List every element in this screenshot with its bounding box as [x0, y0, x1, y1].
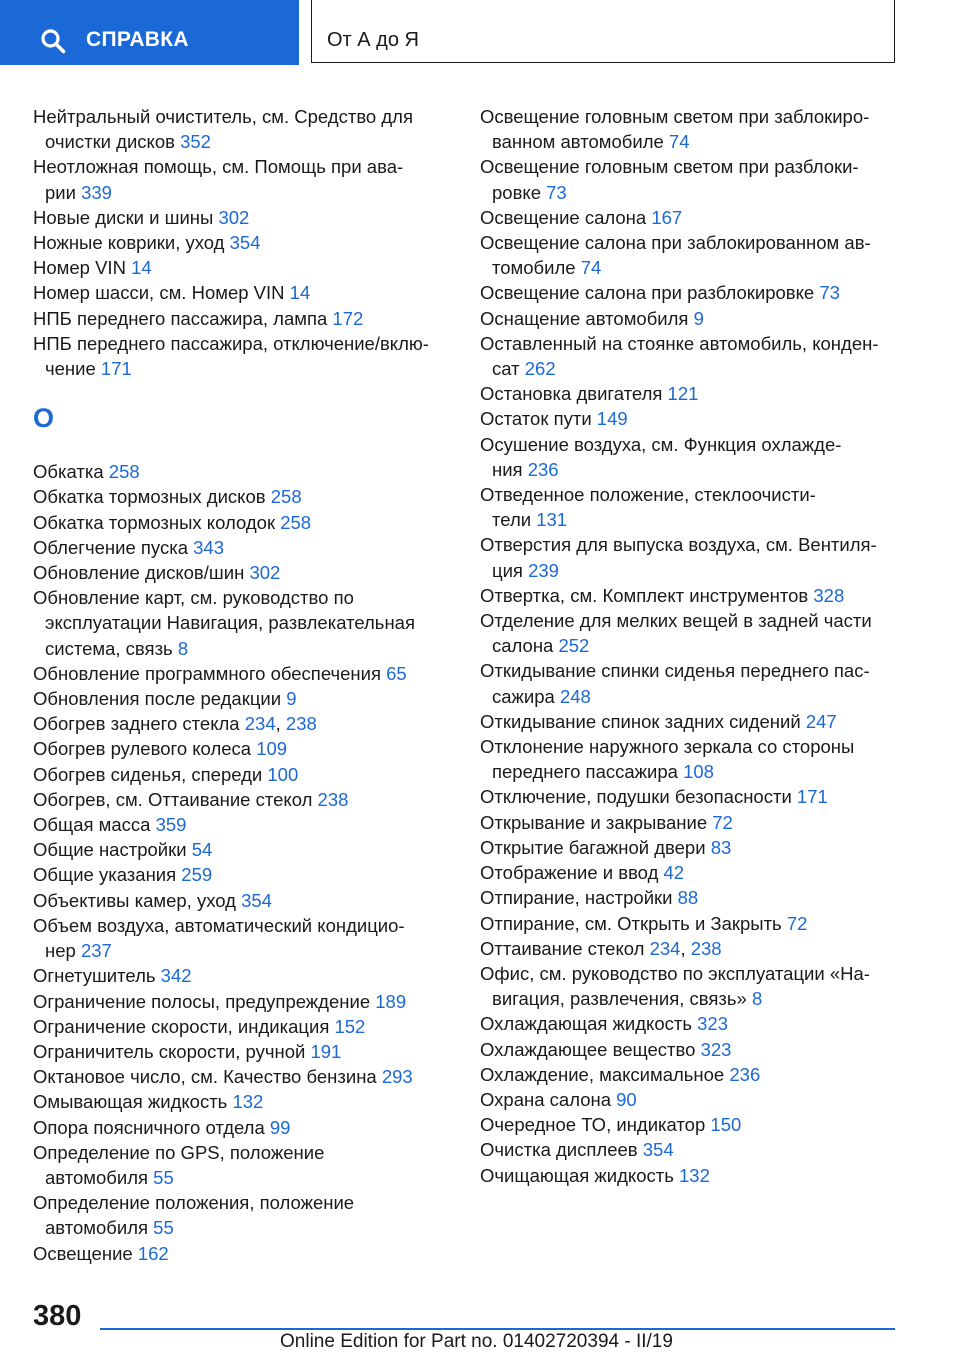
entry-text: Освещение салона при разблокировке: [480, 282, 815, 304]
entry-text: Открытие багажной двери: [480, 836, 706, 858]
index-entry: [480, 608, 910, 658]
entry-text: Общие указания: [33, 864, 177, 886]
entry-text: Облегчение пуска: [33, 536, 188, 558]
index-entry: [480, 583, 910, 608]
entry-text: Огнетушитель: [33, 965, 156, 987]
index-entry: [33, 812, 453, 837]
entry-text: Ограничение полосы, предупреждение: [33, 990, 371, 1012]
index-entry: [33, 230, 453, 255]
page-link[interactable]: 14: [131, 257, 152, 279]
index-list-right: [480, 104, 910, 1188]
index-entry: [33, 989, 453, 1014]
page-link[interactable]: 149: [596, 408, 628, 430]
index-entry: [33, 255, 453, 280]
entry-text: Обкатка: [33, 461, 104, 483]
entry-text: ровке: [492, 181, 541, 203]
entry-text: Охлаждающее вещество: [480, 1038, 696, 1060]
entry-text: Отпирание, см. Открыть и Закрыть: [480, 912, 782, 934]
entry-text: Общая масса: [33, 814, 151, 836]
index-entry: [33, 205, 453, 230]
index-entry: [33, 762, 453, 787]
index-entry: [480, 911, 910, 936]
entry-text: Неотложная помощь, см. Помощь при ава-: [33, 156, 404, 178]
page-link[interactable]: 9: [286, 688, 297, 710]
entry-text: Обогрев, см. Оттаивание стекол: [33, 788, 313, 810]
index-entry: [33, 280, 453, 305]
entry-text: томобиле: [492, 257, 576, 279]
page-link[interactable]: 55: [153, 1166, 174, 1188]
index-entry: [33, 459, 453, 484]
page-link[interactable]: 189: [375, 990, 407, 1012]
page-link[interactable]: 72: [712, 811, 733, 833]
page-link[interactable]: 14: [289, 282, 311, 304]
entry-text: Отключение, подушки безопасности: [480, 786, 792, 808]
entry-text: Очищающая жидкость: [480, 1164, 674, 1186]
index-entry: [33, 306, 453, 331]
index-entry: [480, 432, 910, 482]
entry-text: Охлаждающая жидкость: [480, 1013, 692, 1035]
index-entry: [480, 810, 910, 835]
page-link[interactable]: 109: [256, 738, 288, 760]
footer-divider: [100, 1328, 895, 1330]
index-entry: [33, 535, 453, 560]
entry-text: вигация, развлечения, связь»: [492, 988, 747, 1010]
page-link[interactable]: 238: [317, 788, 349, 810]
header-subtitle-box: [311, 0, 895, 63]
entry-text: Ограничитель скорости, ручной: [33, 1040, 306, 1062]
index-entry: [480, 658, 910, 708]
index-entry: [33, 837, 453, 862]
index-entry: [33, 787, 453, 812]
entry-text: Освещение салона при заблокированном ав-: [480, 232, 871, 254]
page-number: 380: [33, 1300, 82, 1332]
entry-text: Отверстия для выпуска воздуха, см. Вентиля-: [480, 534, 877, 556]
entry-text: нер: [45, 940, 76, 962]
page-link[interactable]: 354: [642, 1139, 674, 1161]
entry-text: Остановка двигателя: [480, 383, 663, 405]
index-entry: [33, 154, 453, 204]
entry-text: Очередное ТО, индикатор: [480, 1114, 706, 1136]
index-entry: [33, 963, 453, 988]
index-entry: [33, 1241, 453, 1266]
index-entry: [480, 1137, 910, 1162]
entry-text: Оснащение автомобиля: [480, 307, 689, 329]
index-entry: [480, 482, 910, 532]
entry-text: Освещение головным светом при заблокиро-: [480, 106, 870, 127]
entry-text: переднего пассажира: [492, 761, 678, 783]
page-link[interactable]: 54: [191, 839, 213, 861]
entry-text: сат: [492, 358, 520, 380]
page-link[interactable]: 354: [241, 889, 272, 911]
entry-text: автомобиля: [45, 1217, 149, 1239]
entry-text: Общие настройки: [33, 839, 187, 861]
page-link[interactable]: 99: [269, 1116, 291, 1138]
entry-text: Освещение салона: [480, 206, 647, 228]
index-entry: [33, 913, 453, 963]
entry-text: эксплуатации Навигация, развлекательная: [45, 612, 415, 634]
page-link[interactable]: 191: [310, 1040, 342, 1062]
entry-text: тели: [492, 509, 532, 531]
entry-text: Отпирание, настройки: [480, 887, 673, 909]
entry-text: Определение по GPS, положение: [33, 1141, 325, 1163]
page-subtitle: От А до Я: [327, 29, 419, 51]
page-link[interactable]: 83: [710, 836, 732, 858]
index-entry: [480, 381, 910, 406]
entry-text: Обкатка тормозных колодок: [33, 511, 276, 533]
page-link[interactable]: 8: [177, 637, 189, 659]
index-entry: [33, 888, 453, 913]
page-link[interactable]: 262: [524, 358, 556, 380]
entry-text: Осушение воздуха, см. Функция охлажде-: [480, 433, 842, 455]
page-link[interactable]: 74: [580, 257, 602, 279]
entry-text: Охлаждение, максимальное: [480, 1063, 725, 1085]
page-link[interactable]: 323: [697, 1013, 728, 1035]
page-link[interactable]: 167: [651, 206, 683, 228]
page-link[interactable]: 132: [232, 1091, 264, 1113]
entry-text: Остаток пути: [480, 408, 592, 430]
entry-text: Открывание и закрывание: [480, 811, 708, 833]
entry-text: Обкатка тормозных дисков: [33, 486, 266, 508]
entry-text: ция: [492, 559, 523, 581]
page-link[interactable]: 65: [386, 662, 407, 684]
index-entry: [33, 1115, 453, 1140]
page-link[interactable]: 247: [805, 710, 837, 732]
section-letter: О: [33, 403, 55, 434]
page-link[interactable]: 302: [249, 562, 281, 584]
entry-text: Охрана салона: [480, 1088, 611, 1110]
index-entry: [480, 406, 910, 431]
index-entry: [33, 331, 453, 381]
page-link[interactable]: 302: [218, 206, 250, 228]
page-link[interactable]: 132: [679, 1164, 710, 1186]
entry-text: Оставленный на стоянке автомобиль, конден-: [480, 332, 879, 354]
entry-text: Откидывание спинок задних сидений: [480, 710, 801, 732]
entry-text: Офис, см. руководство по эксплуатации «На-: [480, 962, 870, 984]
index-entry: [480, 1087, 910, 1112]
page-link[interactable]: 9: [693, 307, 704, 329]
entry-text: Ограничение скорости, индикация: [33, 1015, 330, 1037]
footer-edition-text: Online Edition for Part no. 01402720394 - II/19: [280, 1331, 673, 1352]
entry-text: очистки дисков: [45, 131, 175, 153]
page-link[interactable]: 150: [710, 1114, 742, 1136]
entry-text: ванном автомобиле: [492, 131, 664, 153]
entry-text: Обогрев рулевого колеса: [33, 738, 252, 760]
index-entry: [480, 1163, 910, 1188]
index-entry: [33, 560, 453, 585]
entry-text: НПБ переднего пассажира, отключение/вклю-: [33, 332, 429, 354]
page-link[interactable]: 359: [155, 814, 187, 836]
page-link[interactable]: 171: [100, 358, 132, 380]
index-entry: Обогрев заднего стекла 234, 238: [33, 713, 317, 735]
page-link[interactable]: 258: [108, 461, 140, 483]
entry-text: Объективы камер, уход: [33, 889, 236, 911]
search-icon: [40, 28, 66, 54]
page-link[interactable]: 238: [690, 937, 722, 959]
entry-text: Отображение и ввод: [480, 862, 659, 884]
page-link[interactable]: 236: [527, 458, 559, 480]
page-link[interactable]: 73: [819, 282, 840, 304]
entry-text: чение: [45, 358, 96, 380]
entry-text: Откидывание спинки сиденья переднего пас-: [480, 660, 870, 682]
index-entry: [480, 532, 910, 582]
header-section-tab[interactable]: [0, 0, 299, 65]
page-link[interactable]: 88: [677, 887, 699, 909]
page-link[interactable]: 343: [193, 536, 225, 558]
index-entry: [480, 230, 910, 280]
page-link[interactable]: 74: [668, 131, 690, 153]
entry-text: Очистка дисплеев: [480, 1139, 638, 1161]
index-entry: [33, 1039, 453, 1064]
entry-text: ния: [492, 458, 523, 480]
entry-text: Отделение для мелких вещей в задней части: [480, 610, 872, 632]
index-entry: [480, 1112, 910, 1137]
page-link[interactable]: 171: [796, 786, 828, 808]
index-entry: [33, 686, 453, 711]
index-entry: [33, 862, 453, 887]
index-entry: [33, 585, 453, 661]
index-entry: [480, 306, 910, 331]
entry-text: система, связь: [45, 637, 173, 659]
index-entry: [33, 736, 453, 761]
index-entry: [480, 331, 910, 381]
page-link[interactable]: 55: [153, 1217, 174, 1239]
entry-text: Освещение головным светом при разблоки-: [480, 156, 859, 178]
index-entry: [480, 280, 910, 305]
entry-text: Обогрев заднего стекла: [33, 713, 240, 735]
index-entry: [33, 661, 453, 686]
entry-text: рии: [45, 181, 76, 203]
page-link[interactable]: 234: [244, 713, 276, 735]
index-entry: [480, 1037, 910, 1062]
index-column-left: [33, 104, 453, 1266]
page-link[interactable]: 237: [80, 940, 112, 962]
entry-text: Обновления после редакции: [33, 688, 282, 710]
entry-text: Ножные коврики, уход: [33, 232, 225, 254]
index-entry: [33, 510, 453, 535]
entry-text: Новые диски и шины: [33, 206, 214, 228]
entry-text: Обновление дисков/шин: [33, 562, 245, 584]
page-link[interactable]: 108: [683, 761, 714, 783]
page-link[interactable]: 259: [181, 864, 213, 886]
index-list-after: [33, 459, 453, 1266]
section-label: СПРАВКА: [86, 28, 189, 51]
index-entry: [480, 784, 910, 809]
entry-text: Объем воздуха, автоматический кондицио-: [33, 914, 405, 936]
entry-text: Омывающая жидкость: [33, 1091, 228, 1113]
page-link[interactable]: 293: [381, 1066, 413, 1088]
page-link[interactable]: 342: [160, 965, 192, 987]
page-link[interactable]: 258: [280, 511, 312, 533]
index-entry: [480, 709, 910, 734]
entry-text: Отвертка, см. Комплект инструментов: [480, 584, 809, 606]
page-link[interactable]: 252: [558, 635, 590, 657]
entry-text: Октановое число, см. Качество бензина: [33, 1066, 377, 1088]
index-entry: [480, 1011, 910, 1036]
entry-text: Обновление программного обеспечения: [33, 662, 381, 684]
page-link[interactable]: 239: [528, 559, 559, 581]
page-link[interactable]: 352: [180, 131, 211, 153]
entry-text: Номер шасси, см. Номер VIN: [33, 282, 285, 304]
page-link[interactable]: 42: [663, 862, 685, 884]
index-entry: [33, 1014, 453, 1039]
index-column-right: [480, 104, 910, 1188]
index-entry: [480, 860, 910, 885]
entry-text: сажира: [492, 685, 555, 707]
index-entry: [480, 885, 910, 910]
page-link[interactable]: 323: [700, 1038, 732, 1060]
entry-text: Отклонение наружного зеркала со стороны: [480, 736, 855, 758]
page-link[interactable]: 354: [229, 232, 261, 254]
page-link[interactable]: 328: [813, 584, 845, 606]
page-link[interactable]: 72: [786, 912, 808, 934]
index-entry: Оттаивание стекол 234, 238: [480, 937, 722, 959]
entry-text: Нейтральный очиститель, см. Средство для: [33, 106, 413, 127]
index-entry: [33, 104, 453, 154]
index-entry: [480, 104, 910, 154]
page-link[interactable]: 172: [332, 307, 364, 329]
index-entry: [480, 205, 910, 230]
page-link[interactable]: 236: [729, 1063, 761, 1085]
page-link[interactable]: 100: [267, 763, 299, 785]
index-entry: [33, 1140, 453, 1190]
page-link[interactable]: 131: [536, 509, 568, 531]
entry-text: Оттаивание стекол: [480, 937, 645, 959]
index-entry: [480, 835, 910, 860]
page-link[interactable]: 90: [616, 1088, 637, 1110]
page-link[interactable]: 339: [81, 181, 112, 203]
index-list-before: [33, 104, 453, 381]
index-entry: [480, 734, 910, 784]
page-link[interactable]: 258: [270, 486, 302, 508]
page-link[interactable]: 248: [559, 685, 591, 707]
page-link[interactable]: 73: [546, 181, 567, 203]
index-entry: [33, 1089, 453, 1114]
entry-text: Отведенное положение, стеклоочисти-: [480, 484, 816, 506]
entry-text: Определение положения, положение: [33, 1192, 355, 1214]
index-entry: [480, 1062, 910, 1087]
index-entry: [480, 154, 910, 204]
index-entry: [33, 484, 453, 509]
page-link[interactable]: 162: [137, 1242, 169, 1264]
page-link[interactable]: 238: [285, 713, 317, 735]
entry-text: Опора поясничного отдела: [33, 1116, 265, 1138]
index-entry: [33, 1190, 453, 1240]
entry-text: Освещение: [33, 1242, 133, 1264]
index-entry: [480, 961, 910, 1011]
page-link[interactable]: 8: [751, 988, 763, 1010]
page-link[interactable]: 121: [667, 383, 699, 405]
entry-text: автомобиля: [45, 1166, 149, 1188]
index-entry: [33, 1064, 453, 1089]
entry-text: НПБ переднего пассажира, лампа: [33, 307, 328, 329]
page-link[interactable]: 234: [649, 937, 681, 959]
page-link[interactable]: 152: [334, 1015, 366, 1037]
entry-text: Номер VIN: [33, 257, 126, 279]
entry-text: салона: [492, 635, 554, 657]
entry-text: Обновление карт, см. руководство по: [33, 587, 354, 609]
entry-text: Обогрев сиденья, спереди: [33, 763, 263, 785]
